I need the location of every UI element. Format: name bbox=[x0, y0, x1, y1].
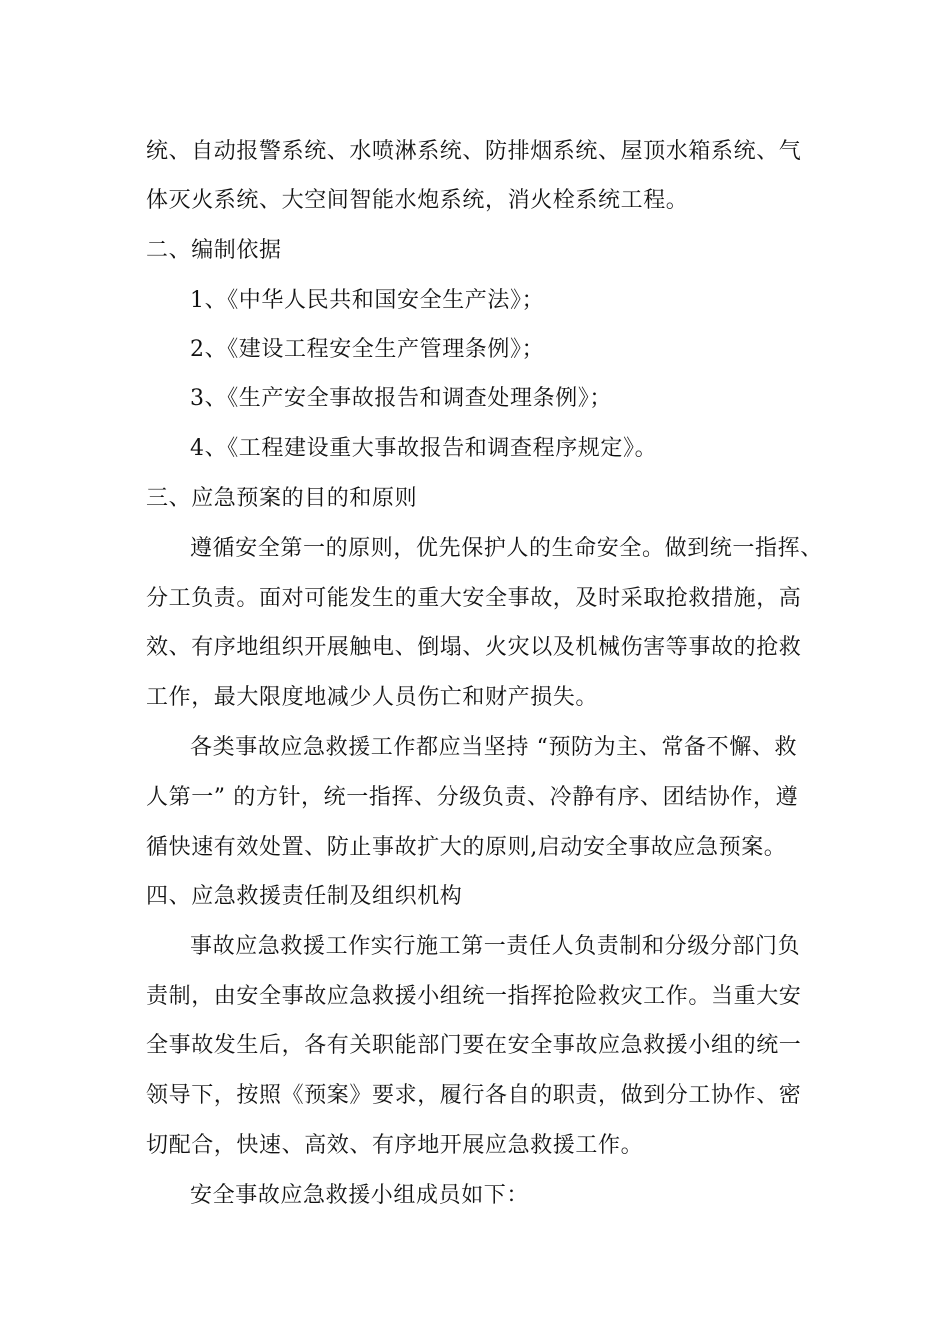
list-item: 3、《生产安全事故报告和调查处理条例》； bbox=[190, 386, 612, 411]
paragraph-line: 切配合，快速、高效、有序地开展应急救援工作。 bbox=[146, 1133, 644, 1158]
paragraph-line: 各类事故应急救援工作都应当坚持 “预防为主、常备不懈、救 bbox=[190, 735, 798, 760]
section-heading: 三、应急预案的目的和原则 bbox=[146, 486, 418, 511]
section-heading: 四、应急救援责任制及组织机构 bbox=[146, 884, 463, 909]
list-item: 4、《工程建设重大事故报告和调查程序规定》。 bbox=[190, 436, 658, 461]
list-item: 2、《建设工程安全生产管理条例》； bbox=[190, 337, 545, 362]
list-item: 1、《中华人民共和国安全生产法》； bbox=[190, 288, 545, 313]
paragraph-line: 安全事故应急救援小组成员如下： bbox=[190, 1183, 530, 1208]
paragraph-line: 遵循安全第一的原则，优先保护人的生命安全。做到统一指挥、 bbox=[190, 536, 823, 561]
section-heading: 二、编制依据 bbox=[146, 238, 282, 263]
paragraph-line: 责制，由安全事故应急救援小组统一指挥抢险救灾工作。当重大安 bbox=[146, 984, 802, 1009]
paragraph-line: 体灭火系统、大空间智能水炮系统，消火栓系统工程。 bbox=[146, 188, 689, 213]
paragraph-line: 人第一” 的方针，统一指挥、分级负责、冷静有序、团结协作，遵 bbox=[146, 785, 799, 810]
paragraph-line: 统、自动报警系统、水喷淋系统、防排烟系统、屋顶水箱系统、气 bbox=[146, 139, 802, 164]
paragraph-line: 事故应急救援工作实行施工第一责任人负责制和分级分部门负 bbox=[190, 934, 801, 959]
paragraph-line: 领导下，按照《预案》要求，履行各自的职责，做到分工协作、密 bbox=[146, 1083, 802, 1108]
paragraph-line: 全事故发生后，各有关职能部门要在安全事故应急救援小组的统一 bbox=[146, 1033, 802, 1058]
paragraph-line: 工作，最大限度地减少人员伤亡和财产损失。 bbox=[146, 685, 599, 710]
paragraph-line: 效、有序地组织开展触电、倒塌、火灾以及机械伤害等事故的抢救 bbox=[146, 635, 802, 660]
paragraph-line: 循快速有效处置、防止事故扩大的原则,启动安全事故应急预案。 bbox=[146, 835, 787, 860]
paragraph-line: 分工负责。面对可能发生的重大安全事故，及时采取抢救措施，高 bbox=[146, 586, 802, 611]
